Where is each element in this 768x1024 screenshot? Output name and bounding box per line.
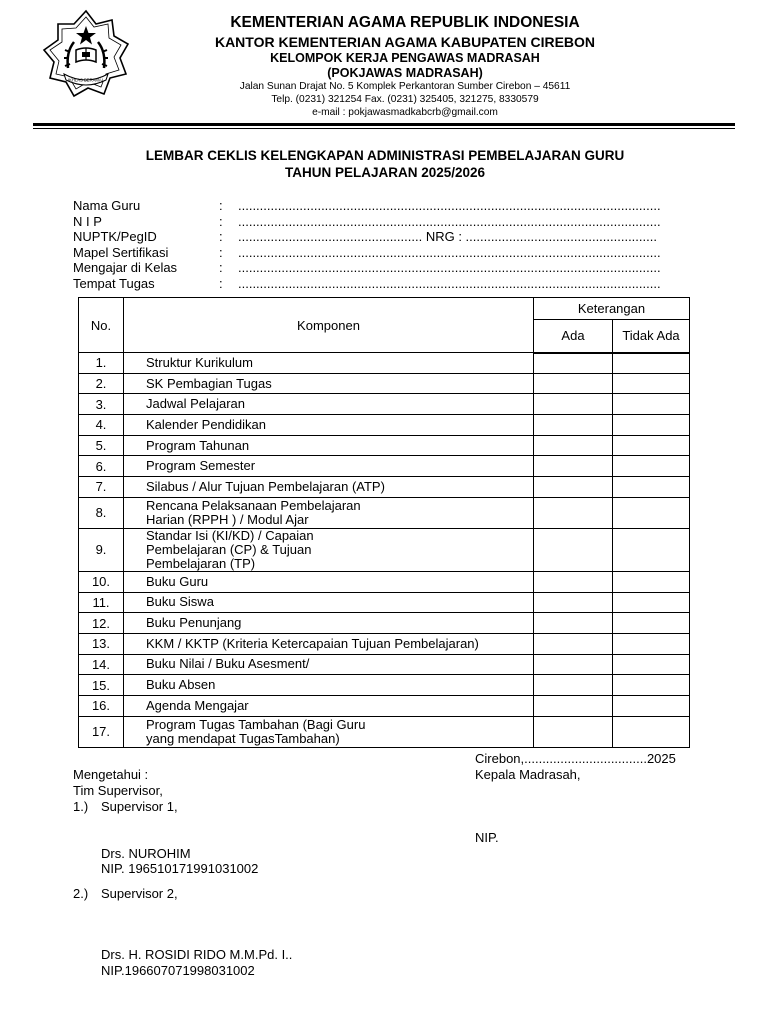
svg-text:IKHLAS BERAMAL: IKHLAS BERAMAL xyxy=(67,77,105,83)
checkbox-tidak-ada[interactable] xyxy=(613,633,690,654)
checkbox-ada[interactable] xyxy=(534,613,613,634)
info-label: Mapel Sertifikasi xyxy=(73,244,169,260)
row-komponen: Rencana Pelaksanaan Pembelajaran Harian (RPPH ) / Modul Ajar xyxy=(124,497,534,528)
checkbox-tidak-ada[interactable] xyxy=(613,571,690,592)
document-title: LEMBAR CEKLIS KELENGKAPAN ADMINISTRASI PEMBELAJARAN GURU xyxy=(145,148,625,163)
row-number: 5. xyxy=(79,435,124,456)
checkbox-ada[interactable] xyxy=(534,415,613,436)
table-row xyxy=(79,592,690,613)
table-row xyxy=(79,613,690,634)
info-colon: : xyxy=(219,244,223,260)
header-address: Jalan Sunan Drajat No. 5 Komplek Perkantoran Sumber Cirebon – 45611 xyxy=(239,81,571,92)
checkbox-tidak-ada[interactable] xyxy=(613,613,690,634)
row-komponen: Buku Penunjang xyxy=(124,613,534,634)
table-row xyxy=(79,654,690,675)
row-number: 9. xyxy=(79,528,124,571)
row-number: 14. xyxy=(79,654,124,675)
document-subtitle: TAHUN PELAJARAN 2025/2026 xyxy=(284,165,486,180)
checkbox-tidak-ada[interactable] xyxy=(613,716,690,747)
table-row xyxy=(79,435,690,456)
checkbox-ada[interactable] xyxy=(534,633,613,654)
row-komponen: Buku Guru xyxy=(124,571,534,592)
checkbox-tidak-ada[interactable] xyxy=(613,497,690,528)
row-komponen: Program Tahunan xyxy=(124,435,534,456)
col-header-ada: Ada xyxy=(534,320,613,353)
table-row xyxy=(79,415,690,436)
info-fill-line: ................................................... NRG : ..................................................... xyxy=(238,229,657,244)
row-number: 7. xyxy=(79,477,124,498)
row-komponen: Agenda Mengajar xyxy=(124,695,534,716)
row-komponen: Standar Isi (KI/KD) / Capaian Pembelajaran (CP) & Tujuan Pembelajaran (TP) xyxy=(124,528,534,571)
col-header-komponen: Komponen xyxy=(124,298,534,353)
checkbox-ada[interactable] xyxy=(534,477,613,498)
row-number: 11. xyxy=(79,592,124,613)
header-email: e-mail : pokjawasmadkabcrb@gmail.com xyxy=(312,107,498,118)
row-komponen: Buku Nilai / Buku Asesment/ xyxy=(124,654,534,675)
info-label: Mengajar di Kelas xyxy=(73,260,178,275)
info-row-tempat-tugas xyxy=(73,276,713,292)
checkbox-ada[interactable] xyxy=(534,353,613,374)
table-row xyxy=(79,373,690,394)
checkbox-tidak-ada[interactable] xyxy=(613,654,690,675)
checkbox-tidak-ada[interactable] xyxy=(613,415,690,436)
row-number: 16. xyxy=(79,695,124,716)
checklist-body xyxy=(79,353,690,748)
row-komponen: Kalender Pendidikan xyxy=(124,415,534,436)
checkbox-ada[interactable] xyxy=(534,528,613,571)
info-row-kelas xyxy=(73,260,713,276)
row-number: 15. xyxy=(79,675,124,696)
row-number: 13. xyxy=(79,633,124,654)
info-colon: : xyxy=(219,275,223,291)
info-fill-line: ..................................................................................................................... xyxy=(238,275,661,291)
info-fill-line: ..................................................................................................................... xyxy=(238,260,661,275)
row-komponen: Buku Absen xyxy=(124,675,534,696)
checkbox-ada[interactable] xyxy=(534,695,613,716)
table-row xyxy=(79,353,690,374)
col-header-tidak-ada: Tidak Ada xyxy=(613,320,690,353)
table-row xyxy=(79,394,690,415)
checkbox-tidak-ada[interactable] xyxy=(613,394,690,415)
info-colon: : xyxy=(219,229,223,244)
table-row xyxy=(79,456,690,477)
header-ministry: KEMENTERIAN AGAMA REPUBLIK INDONESIA xyxy=(230,14,580,31)
row-number: 6. xyxy=(79,456,124,477)
table-row xyxy=(79,695,690,716)
teacher-info xyxy=(73,198,713,291)
supervisor-1-label: Supervisor 1, xyxy=(101,799,178,814)
row-number: 17. xyxy=(79,716,124,747)
table-row xyxy=(79,477,690,498)
row-komponen: Struktur Kurikulum xyxy=(124,353,534,374)
table-row xyxy=(79,716,690,747)
header-divider-thick xyxy=(33,123,735,126)
checkbox-tidak-ada[interactable] xyxy=(613,353,690,374)
info-label: N I P xyxy=(73,213,102,229)
row-number: 3. xyxy=(79,394,124,415)
checkbox-ada[interactable] xyxy=(534,373,613,394)
header-group: KELOMPOK KERJA PENGAWAS MADRASAH xyxy=(270,51,540,65)
header-divider-thin xyxy=(33,128,735,129)
supervisor-2-nip: NIP.196607071998031002 xyxy=(101,963,255,978)
info-label: Tempat Tugas xyxy=(73,275,155,291)
place-date: Cirebon,..................................2025 xyxy=(475,751,676,766)
info-row-mapel xyxy=(73,245,713,261)
table-row xyxy=(79,528,690,571)
checkbox-tidak-ada[interactable] xyxy=(613,592,690,613)
checkbox-tidak-ada[interactable] xyxy=(613,435,690,456)
checkbox-ada[interactable] xyxy=(534,394,613,415)
checkbox-tidak-ada[interactable] xyxy=(613,675,690,696)
info-row-nip xyxy=(73,214,713,230)
checkbox-ada[interactable] xyxy=(534,571,613,592)
checkbox-ada[interactable] xyxy=(534,675,613,696)
info-fill-line: ..................................................................................................................... xyxy=(238,198,661,213)
row-komponen: Jadwal Pelajaran xyxy=(124,394,534,415)
tim-supervisor-label: Tim Supervisor, xyxy=(73,783,163,798)
info-colon: : xyxy=(219,260,223,275)
checkbox-tidak-ada[interactable] xyxy=(613,373,690,394)
checkbox-ada[interactable] xyxy=(534,716,613,747)
checkbox-tidak-ada[interactable] xyxy=(613,456,690,477)
table-row xyxy=(79,571,690,592)
info-row-nama-guru xyxy=(73,198,713,214)
info-label: Nama Guru xyxy=(73,198,141,213)
info-colon: : xyxy=(219,198,223,213)
checkbox-ada[interactable] xyxy=(534,497,613,528)
mengetahui-label: Mengetahui : xyxy=(73,767,149,782)
row-number: 2. xyxy=(79,373,124,394)
row-number: 12. xyxy=(79,613,124,634)
supervisor-1-number: 1.) xyxy=(73,799,89,814)
row-number: 4. xyxy=(79,415,124,436)
row-komponen: Silabus / Alur Tujuan Pembelajaran (ATP) xyxy=(124,477,534,498)
supervisor-1-name: Drs. NUROHIM xyxy=(101,846,191,861)
checkbox-ada[interactable] xyxy=(534,592,613,613)
info-row-nuptk xyxy=(73,229,713,245)
info-colon: : xyxy=(219,213,223,229)
checkbox-tidak-ada[interactable] xyxy=(613,695,690,716)
supervisor-2-label: Supervisor 2, xyxy=(101,886,178,901)
info-fill-line: ..................................................................................................................... xyxy=(238,213,661,229)
supervisor-2-name: Drs. H. ROSIDI RIDO M.M.Pd. I.. xyxy=(101,947,293,962)
row-komponen: Buku Siswa xyxy=(124,592,534,613)
row-komponen: Program Semester xyxy=(124,456,534,477)
table-row xyxy=(79,675,690,696)
checkbox-ada[interactable] xyxy=(534,654,613,675)
row-komponen: Program Tugas Tambahan (Bagi Guru yang mendapat TugasTambahan) xyxy=(124,716,534,747)
checkbox-ada[interactable] xyxy=(534,456,613,477)
header-office: KANTOR KEMENTERIAN AGAMA KABUPATEN CIREBON xyxy=(214,34,596,50)
info-label: NUPTK/PegID xyxy=(73,229,157,244)
info-fill-line: ..................................................................................................................... xyxy=(238,244,661,260)
header-group-abbr: (POKJAWAS MADRASAH) xyxy=(327,66,483,80)
checkbox-tidak-ada[interactable] xyxy=(613,477,690,498)
row-number: 10. xyxy=(79,571,124,592)
supervisor-1-nip: NIP. 196510171991031002 xyxy=(101,861,259,876)
table-row xyxy=(79,497,690,528)
header-phone: Telp. (0231) 321254 Fax. (0231) 325405, 321275, 8330579 xyxy=(271,94,539,105)
checkbox-ada[interactable] xyxy=(534,435,613,456)
row-number: 1. xyxy=(79,353,124,374)
col-header-no: No. xyxy=(79,298,124,353)
ministry-logo xyxy=(40,8,132,100)
table-row xyxy=(79,633,690,654)
row-komponen: KKM / KKTP (Kriteria Ketercapaian Tujuan Pembelajaran) xyxy=(124,633,534,654)
checklist-table xyxy=(78,297,690,748)
row-number: 8. xyxy=(79,497,124,528)
checkbox-tidak-ada[interactable] xyxy=(613,528,690,571)
supervisor-2-number: 2.) xyxy=(73,886,89,901)
kepala-nip: NIP. xyxy=(475,830,499,845)
col-header-keterangan: Keterangan xyxy=(534,298,690,320)
row-komponen: SK Pembagian Tugas xyxy=(124,373,534,394)
kepala-madrasah-label: Kepala Madrasah, xyxy=(475,767,581,782)
